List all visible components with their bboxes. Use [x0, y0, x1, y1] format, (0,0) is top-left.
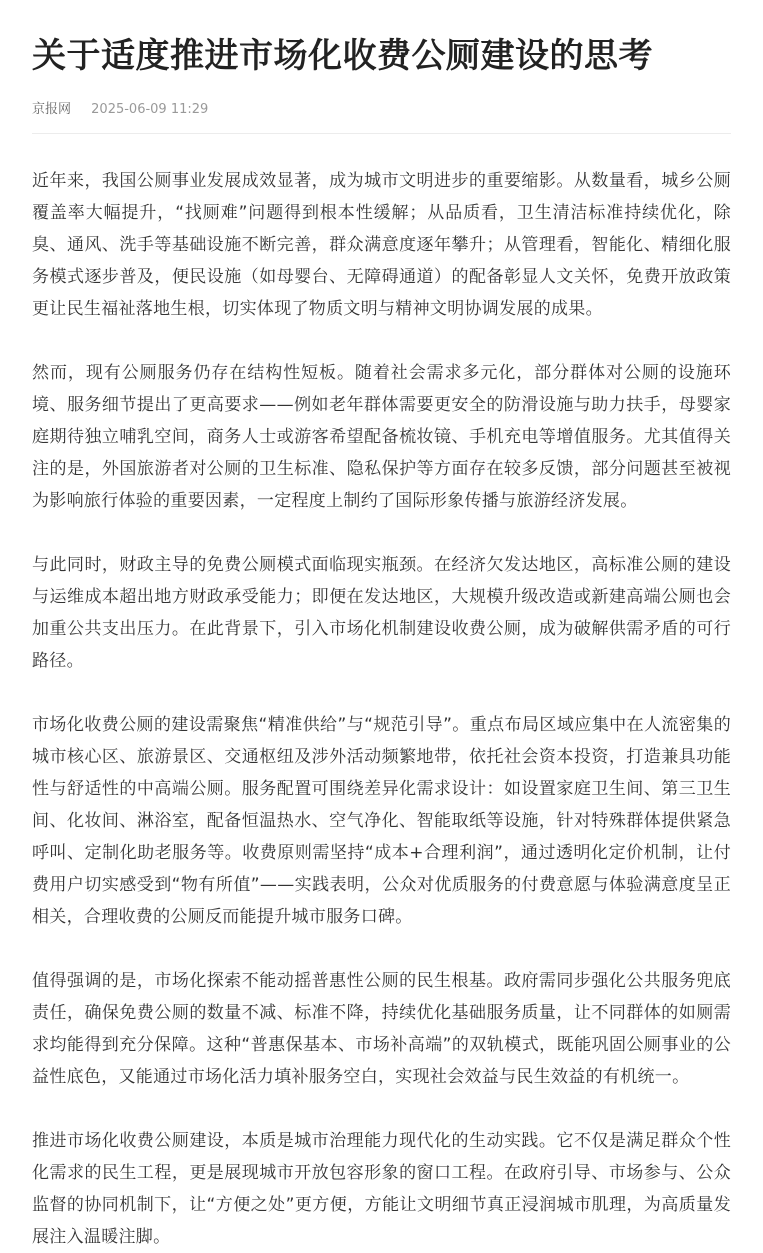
article-publish-time: 2025-06-09 11:29 [91, 102, 209, 117]
paragraph: 值得强调的是，市场化探索不能动摇普惠性公厕的民生根基。政府需同步强化公共服务兜底责任，确保免费公厕的数量不减、标准不降，持续优化基础服务质量，让不同群体的如厕需求均能得到充分保障。这种“普惠保基本、市场补高端”的双轨模式，既能巩固公厕事业的公益性底色，又能通过市场化活力填补服务空白，实现社会效益与民生效益的有机统一。 [32, 971, 731, 1087]
paragraph: 市场化收费公厕的建设需聚焦“精准供给”与“规范引导”。重点布局区域应集中在人流密集的城市核心区、旅游景区、交通枢纽及涉外活动频繁地带，依托社会资本投资，打造兼具功能性与舒适性的中高端公厕。服务配置可围绕差异化需求设计：如设置家庭卫生间、第三卫生间、化妆间、淋浴室，配备恒温热水、空气净化、智能取纸等设施，针对特殊群体提供紧急呼叫、定制化助老服务等。收费原则需坚持“成本+合理利润”，通过透明化定价机制，让付费用户切实感受到“物有所值”——实践表明，公众对优质服务的付费意愿与体验满意度呈正相关，合理收费的公厕反而能提升城市服务口碑。 [32, 715, 731, 927]
meta-divider [32, 133, 731, 134]
paragraph: 近年来，我国公厕事业发展成效显著，成为城市文明进步的重要缩影。从数量看，城乡公厕覆盖率大幅提升，“找厕难”问题得到根本性缓解；从品质看，卫生清洁标准持续优化，除臭、通风、洗手等基础设施不断完善，群众满意度逐年攀升；从管理看，智能化、精细化服务模式逐步普及，便民设施（如母婴台、无障碍通道）的配备彰显人文关怀，免费开放政策更让民生福祉落地生根，切实体现了物质文明与精神文明协调发展的成果。 [32, 171, 731, 319]
article-body [32, 165, 731, 1253]
article-source[interactable]: 京报网 [32, 102, 72, 117]
paragraph: 推进市场化收费公厕建设，本质是城市治理能力现代化的生动实践。它不仅是满足群众个性化需求的民生工程，更是展现城市开放包容形象的窗口工程。在政府引导、市场参与、公众监督的协同机制下，让“方便之处”更方便，方能让文明细节真正浸润城市肌理，为高质量发展注入温暖注脚。 [32, 1131, 731, 1247]
article-title: 关于适度推进市场化收费公厕建设的思考 [32, 36, 653, 76]
paragraph: 然而，现有公厕服务仍存在结构性短板。随着社会需求多元化，部分群体对公厕的设施环境、服务细节提出了更高要求——例如老年群体需要更安全的防滑设施与助力扶手，母婴家庭期待独立哺乳空间，商务人士或游客希望配备梳妆镜、手机充电等增值服务。尤其值得关注的是，外国旅游者对公厕的卫生标准、隐私保护等方面存在较多反馈，部分问题甚至被视为影响旅行体验的重要因素，一定程度上制约了国际形象传播与旅游经济发展。 [32, 363, 731, 511]
article-meta [32, 99, 731, 121]
paragraph: 与此同时，财政主导的免费公厕模式面临现实瓶颈。在经济欠发达地区，高标准公厕的建设与运维成本超出地方财政承受能力；即便在发达地区，大规模升级改造或新建高端公厕也会加重公共支出压力。在此背景下，引入市场化机制建设收费公厕，成为破解供需矛盾的可行路径。 [32, 555, 731, 671]
